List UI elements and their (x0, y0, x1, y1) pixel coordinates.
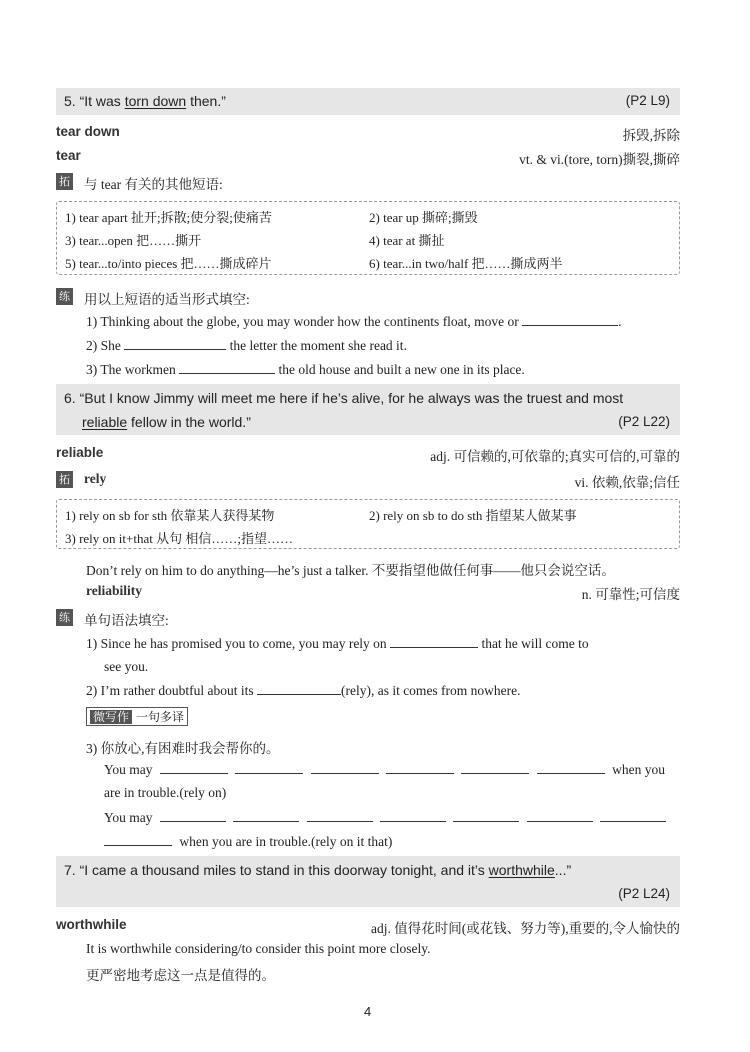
lian-badge: 练 (56, 609, 73, 626)
answer-blank[interactable] (537, 761, 605, 774)
definition-rely: vi. 依赖,依靠;信任 (574, 475, 680, 490)
headword-reliability: reliability (86, 583, 142, 598)
section-5-header (56, 88, 680, 115)
answer-blank[interactable] (104, 833, 172, 846)
answer-blank[interactable] (311, 761, 379, 774)
tuo-badge: 拓 (56, 471, 73, 488)
section-5-ref: (P2 L9) (625, 93, 670, 108)
micro-writing-badge: 微写作 一句多译 (86, 707, 188, 726)
definition-worthwhile: adj. 值得花时间(或花钱、努力等),重要的,令人愉快的 (371, 921, 680, 936)
translation-line-1-cont: are in trouble.(rely on) (104, 785, 227, 800)
headword-rely: rely (84, 471, 107, 486)
answer-blank[interactable] (179, 361, 275, 374)
section-5-quote: 5. “It was torn down then.” (64, 93, 226, 109)
answer-blank[interactable] (522, 313, 618, 326)
translation-line-1: You may when you (104, 762, 666, 777)
answer-blank[interactable] (124, 337, 226, 350)
answer-blank[interactable] (600, 809, 666, 822)
section-6-quote-line1: 6. “But I know Jimmy will meet me here if he’s alive, for he always was the truest and most (64, 390, 624, 406)
headword-worthwhile: worthwhile (56, 917, 127, 932)
lian-heading: 单句语法填空: (84, 613, 169, 628)
phrase-item: 3) rely on it+that 从句 相信……;指望…… (65, 531, 293, 546)
section-7-header (56, 856, 680, 907)
exercise-5-1: 1) Thinking about the globe, you may wonder how the continents float, move or . (86, 314, 622, 329)
exercise-6-1: 1) Since he has promised you to come, you may rely on that he will come to (86, 636, 589, 651)
section-7-ref: (P2 L24) (618, 886, 670, 901)
definition-tear-down: 拆毁,拆除 (622, 128, 680, 143)
headword-tear-down: tear down (56, 124, 120, 139)
answer-blank[interactable] (160, 809, 226, 822)
definition-tear: vt. & vi.(tore, torn)撕裂,撕碎 (519, 152, 680, 167)
phrase-item: 2) rely on sb to do sth 指望某人做某事 (369, 508, 577, 523)
section-6-quote-line2: reliable fellow in the world.” (82, 414, 251, 430)
headword-tear: tear (56, 148, 81, 163)
phrase-item: 2) tear up 撕碎;撕毁 (369, 210, 478, 225)
answer-blank[interactable] (307, 809, 373, 822)
example-sentence-worthwhile-zh: 更严密地考虑这一点是值得的。 (86, 968, 275, 983)
exercise-6-3: 3) 你放心,有困难时我会帮你的。 (86, 741, 280, 756)
phrase-item: 4) tear at 撕扯 (369, 233, 445, 248)
answer-blank[interactable] (527, 809, 593, 822)
headword-reliable: reliable (56, 445, 104, 460)
answer-blank[interactable] (233, 809, 299, 822)
definition-reliable: adj. 可信赖的,可依靠的;真实可信的,可靠的 (430, 449, 680, 464)
answer-blank[interactable] (453, 809, 519, 822)
answer-blank[interactable] (386, 761, 454, 774)
section-6-header (56, 384, 680, 435)
lian-badge: 练 (56, 288, 73, 305)
exercise-6-1-cont: see you. (104, 659, 149, 674)
tuo-heading: 与 tear 有关的其他短语: (84, 177, 223, 192)
section-6-ref: (P2 L22) (618, 414, 670, 429)
phrase-item: 3) tear...open 把……撕开 (65, 233, 202, 248)
answer-blank[interactable] (257, 682, 341, 695)
phrase-item: 6) tear...in two/half 把……撕成两半 (369, 256, 563, 271)
answer-blank[interactable] (160, 761, 228, 774)
exercise-5-2: 2) She the letter the moment she read it. (86, 338, 407, 353)
answer-blank[interactable] (380, 809, 446, 822)
phrase-item: 5) tear...to/into pieces 把……撕成碎片 (65, 256, 272, 271)
phrase-box-rely (56, 499, 680, 549)
exercise-6-2: 2) I’m rather doubtful about its (rely), as it comes from nowhere. (86, 683, 521, 698)
section-7-quote: 7. “I came a thousand miles to stand in this doorway tonight, and it’s worthwhile...” (64, 862, 572, 878)
phrase-item: 1) tear apart 扯开;拆散;使分裂;使痛苦 (65, 210, 272, 225)
lian-heading: 用以上短语的适当形式填空: (84, 292, 250, 307)
answer-blank[interactable] (461, 761, 529, 774)
answer-blank[interactable] (235, 761, 303, 774)
definition-reliability: n. 可靠性;可信度 (581, 587, 680, 602)
phrase-box-tear (56, 201, 680, 275)
tuo-badge: 拓 (56, 173, 73, 190)
answer-blank[interactable] (390, 635, 478, 648)
phrase-item: 1) rely on sb for sth 依靠某人获得某物 (65, 508, 275, 523)
example-sentence-worthwhile-en: It is worthwhile considering/to consider this point more closely. (86, 941, 431, 956)
translation-line-2-cont: when you are in trouble.(rely on it that) (104, 833, 392, 850)
exercise-5-3: 3) The workmen the old house and built a new one in its place. (86, 362, 525, 377)
example-sentence-rely: Don’t rely on him to do anything—he’s just a talker. 不要指望他做任何事——他只会说空话。 (86, 563, 615, 578)
translation-line-2: You may (104, 809, 666, 826)
page-number: 4 (364, 1004, 372, 1019)
